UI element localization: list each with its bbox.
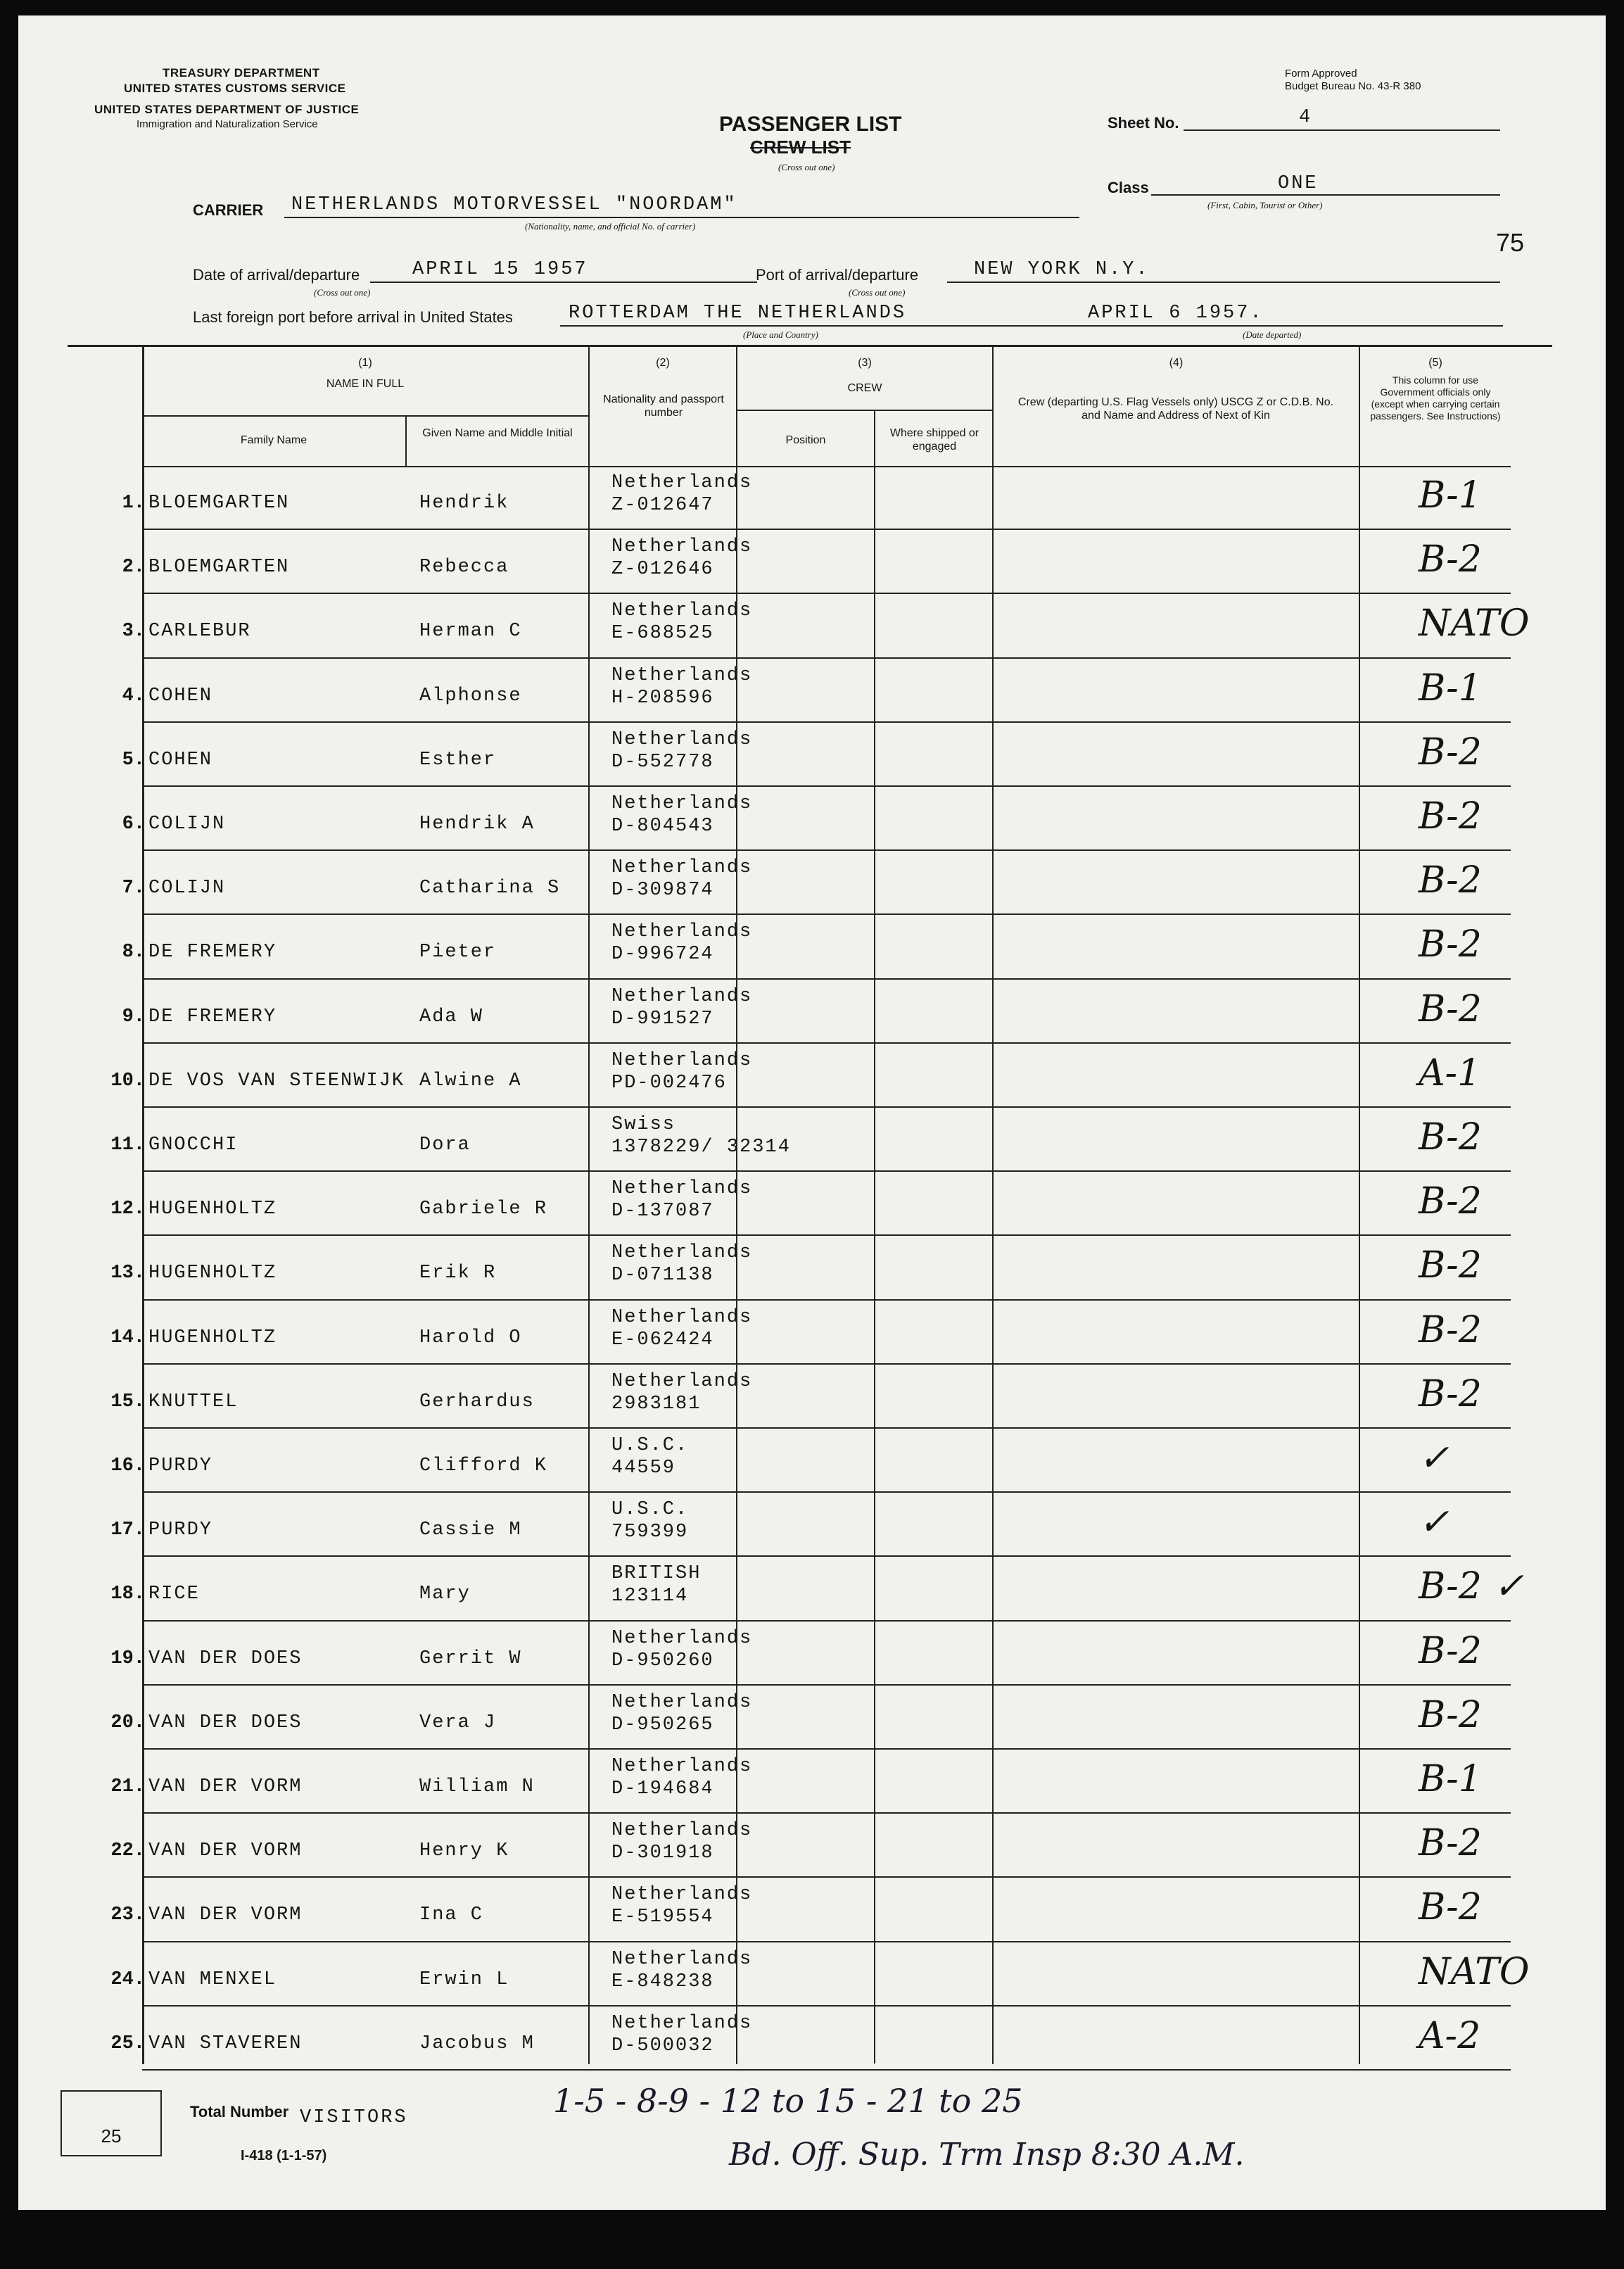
last-port-hint: (Place and Country) bbox=[743, 329, 818, 340]
table-row bbox=[18, 1750, 1606, 1814]
given-name: Ina C bbox=[419, 1904, 484, 1926]
official-mark: ✓ bbox=[1419, 1437, 1449, 1479]
nationality: Netherlands bbox=[611, 857, 753, 879]
total-count: 25 bbox=[101, 2125, 122, 2147]
table-row bbox=[18, 1301, 1606, 1365]
nationality: Netherlands bbox=[611, 1756, 753, 1777]
family-name: GNOCCHI bbox=[148, 1134, 239, 1156]
given-name: Alwine A bbox=[419, 1070, 522, 1092]
row-number: 14. bbox=[110, 1327, 145, 1348]
justice-department: UNITED STATES DEPARTMENT OF JUSTICE bbox=[94, 103, 360, 116]
family-name: VAN DER VORM bbox=[148, 1904, 303, 1926]
official-mark: B-1 bbox=[1419, 666, 1482, 709]
officials-heading: This column for use Government officials only (except when carrying certain passengers. See Instructions) bbox=[1370, 374, 1501, 422]
family-name: COLIJN bbox=[148, 878, 226, 899]
nationality: Netherlands bbox=[611, 1627, 753, 1649]
table-row bbox=[18, 1942, 1606, 2006]
official-mark: B-2 bbox=[1419, 859, 1482, 902]
given-name: Mary bbox=[419, 1584, 471, 1605]
table-row bbox=[18, 594, 1606, 658]
given-name: Vera J bbox=[419, 1712, 497, 1733]
table-row bbox=[18, 1622, 1606, 1686]
table-row bbox=[18, 466, 1606, 530]
position-heading: Position bbox=[785, 434, 826, 446]
nationality: U.S.C. bbox=[611, 1435, 689, 1456]
family-name: DE FREMERY bbox=[148, 942, 277, 963]
row-number: 25. bbox=[110, 2033, 145, 2054]
table-row bbox=[18, 1108, 1606, 1172]
given-name: Erwin L bbox=[419, 1968, 509, 1990]
row-number: 19. bbox=[110, 1648, 145, 1669]
row-number: 3. bbox=[122, 621, 145, 643]
form-approved: Form Approved bbox=[1285, 68, 1357, 80]
row-number: 22. bbox=[110, 1840, 145, 1862]
nationality: Netherlands bbox=[611, 1178, 753, 1200]
passport-number: 1378229/ 32314 bbox=[611, 1137, 791, 1158]
given-name: Cassie M bbox=[419, 1519, 522, 1541]
passport-number: D-950265 bbox=[611, 1714, 714, 1736]
class-value: ONE bbox=[1278, 173, 1319, 194]
class-label: Class bbox=[1108, 179, 1149, 196]
given-name: Hendrik bbox=[419, 493, 509, 514]
family-name: VAN MENXEL bbox=[148, 1968, 277, 1990]
family-name: HUGENHOLTZ bbox=[148, 1263, 277, 1284]
given-name: Hendrik A bbox=[419, 814, 535, 835]
nationality: Netherlands bbox=[611, 2012, 753, 2034]
table-row bbox=[18, 1365, 1606, 1429]
official-mark: B-2 bbox=[1419, 1180, 1482, 1223]
carrier-value: NETHERLANDS MOTORVESSEL "NOORDAM" bbox=[291, 194, 737, 215]
nationality: Netherlands bbox=[611, 1306, 753, 1328]
family-name: VAN STAVEREN bbox=[148, 2033, 303, 2054]
official-mark: A-2 bbox=[1419, 2014, 1481, 2057]
family-name-heading: Family Name bbox=[240, 434, 307, 446]
official-mark: B-2 bbox=[1419, 731, 1482, 773]
family-name: HUGENHOLTZ bbox=[148, 1199, 277, 1220]
passport-number: D-991527 bbox=[611, 1008, 714, 1030]
nationality-heading: Nationality and passport number bbox=[603, 393, 724, 419]
given-name: Alphonse bbox=[419, 685, 522, 707]
passport-number: H-208596 bbox=[611, 687, 714, 709]
given-name: Clifford K bbox=[419, 1455, 548, 1477]
row-number: 15. bbox=[110, 1391, 145, 1412]
form-number: I-418 (1-1-57) bbox=[241, 2148, 327, 2163]
nationality: Netherlands bbox=[611, 985, 753, 1007]
sheet-label: Sheet No. bbox=[1108, 114, 1179, 132]
official-mark: B-2 bbox=[1419, 795, 1482, 838]
table-row bbox=[18, 980, 1606, 1044]
given-name: William N bbox=[419, 1776, 535, 1797]
class-hint: (First, Cabin, Tourist or Other) bbox=[1207, 200, 1323, 210]
table-row bbox=[18, 530, 1606, 594]
passport-number: D-071138 bbox=[611, 1265, 714, 1287]
port-hint: (Cross out one) bbox=[849, 287, 906, 298]
table-row bbox=[18, 1236, 1606, 1300]
crew-heading: CREW bbox=[847, 382, 882, 394]
page-mark: 75 bbox=[1496, 228, 1525, 257]
given-name: Rebecca bbox=[419, 557, 509, 579]
passport-number: 759399 bbox=[611, 1522, 689, 1543]
form-title: PASSENGER LIST bbox=[719, 113, 902, 136]
last-port-value: ROTTERDAM THE NETHERLANDS bbox=[569, 303, 907, 324]
table-row bbox=[18, 1429, 1606, 1493]
immigration-service: Immigration and Naturalization Service bbox=[137, 118, 318, 130]
row-number: 24. bbox=[110, 1968, 145, 1990]
given-name: Gerhardus bbox=[419, 1391, 535, 1412]
family-name: DE FREMERY bbox=[148, 1006, 277, 1028]
family-name: HUGENHOLTZ bbox=[148, 1327, 277, 1348]
given-name: Herman C bbox=[419, 621, 522, 643]
nationality: Netherlands bbox=[611, 1948, 753, 1970]
passenger-list-form bbox=[18, 15, 1606, 2210]
official-mark: B-2 bbox=[1419, 1372, 1482, 1415]
family-name: RICE bbox=[148, 1584, 200, 1605]
nationality: U.S.C. bbox=[611, 1499, 689, 1521]
given-name: Jacobus M bbox=[419, 2033, 535, 2054]
row-number: 18. bbox=[110, 1584, 145, 1605]
next-of-kin-heading: Crew (departing U.S. Flag Vessels only) USCG Z or C.D.B. No. and Name and Address of Next of Kin bbox=[1017, 396, 1334, 422]
official-mark: B-2 bbox=[1419, 1244, 1482, 1287]
row-number: 10. bbox=[110, 1070, 145, 1092]
family-name: PURDY bbox=[148, 1455, 213, 1477]
nationality: Netherlands bbox=[611, 1242, 753, 1264]
nationality: Netherlands bbox=[611, 728, 753, 750]
col4-number: (4) bbox=[1169, 357, 1184, 369]
official-mark: NATO bbox=[1419, 1950, 1530, 1993]
family-name: COHEN bbox=[148, 749, 213, 771]
family-name: VAN DER VORM bbox=[148, 1776, 303, 1797]
col1-number: (1) bbox=[358, 357, 372, 369]
table-row bbox=[18, 659, 1606, 723]
visitors-label: VISITORS bbox=[300, 2107, 408, 2128]
passport-number: 44559 bbox=[611, 1458, 676, 1479]
total-number-label: Total Number bbox=[190, 2103, 289, 2121]
nationality: Netherlands bbox=[611, 664, 753, 686]
family-name: VAN DER DOES bbox=[148, 1648, 303, 1669]
row-number: 21. bbox=[110, 1776, 145, 1797]
table-row bbox=[18, 787, 1606, 851]
table-row bbox=[18, 1686, 1606, 1750]
table-row bbox=[18, 2006, 1606, 2071]
table-row bbox=[18, 851, 1606, 915]
official-mark: B-2 bbox=[1419, 1822, 1482, 1865]
sheet-number: 4 bbox=[1299, 107, 1313, 128]
official-mark: NATO bbox=[1419, 602, 1530, 645]
carrier-label: CARRIER bbox=[193, 201, 264, 219]
nationality: Netherlands bbox=[611, 921, 753, 943]
family-name: DE VOS VAN STEENWIJK bbox=[148, 1070, 405, 1092]
row-number: 1. bbox=[122, 493, 145, 514]
handwritten-note-line2: Bd. Off. Sup. Trm Insp 8:30 A.M. bbox=[729, 2137, 1245, 2173]
budget-bureau: Budget Bureau No. 43-R 380 bbox=[1285, 80, 1421, 92]
port-value: NEW YORK N.Y. bbox=[974, 259, 1150, 280]
row-number: 2. bbox=[122, 557, 145, 579]
table-row bbox=[18, 1814, 1606, 1878]
official-mark: B-2 bbox=[1419, 538, 1482, 581]
given-name-heading: Given Name and Middle Initial bbox=[422, 427, 573, 439]
nationality: Netherlands bbox=[611, 1884, 753, 1906]
row-number: 5. bbox=[122, 749, 145, 771]
passport-number: Z-012647 bbox=[611, 495, 714, 516]
passport-number: 2983181 bbox=[611, 1393, 702, 1415]
treasury-department: TREASURY DEPARTMENT bbox=[163, 66, 320, 80]
row-number: 9. bbox=[122, 1006, 145, 1028]
passport-number: 123114 bbox=[611, 1586, 689, 1607]
table-row bbox=[18, 1557, 1606, 1621]
date-departed-value: APRIL 6 1957. bbox=[1088, 303, 1264, 324]
last-port-label: Last foreign port before arrival in United States bbox=[193, 308, 513, 326]
port-label: Port of arrival/departure bbox=[756, 266, 919, 284]
passport-number: E-519554 bbox=[611, 1907, 714, 1928]
total-count-box bbox=[61, 2090, 162, 2156]
table-row bbox=[18, 1044, 1606, 1108]
family-name: BLOEMGARTEN bbox=[148, 557, 290, 579]
passport-number: D-194684 bbox=[611, 1778, 714, 1800]
nationality: Netherlands bbox=[611, 472, 753, 493]
nationality: Netherlands bbox=[611, 600, 753, 622]
passport-number: E-062424 bbox=[611, 1329, 714, 1351]
nationality: Swiss bbox=[611, 1114, 676, 1135]
row-number: 16. bbox=[110, 1455, 145, 1477]
official-mark: B-2 bbox=[1419, 1693, 1482, 1736]
handwritten-note-line1: 1-5 - 8-9 - 12 to 15 - 21 to 25 bbox=[553, 2082, 1023, 2120]
passport-number: E-848238 bbox=[611, 1971, 714, 1992]
given-name: Harold O bbox=[419, 1327, 522, 1348]
crew-list-struck: CREW LIST bbox=[750, 137, 851, 158]
passport-number: D-950260 bbox=[611, 1650, 714, 1671]
official-mark: B-2 bbox=[1419, 987, 1482, 1030]
cross-out-hint: (Cross out one) bbox=[778, 162, 835, 172]
row-number: 13. bbox=[110, 1263, 145, 1284]
family-name: COHEN bbox=[148, 685, 213, 707]
col3-number: (3) bbox=[858, 357, 872, 369]
given-name: Dora bbox=[419, 1134, 471, 1156]
official-mark: B-2 bbox=[1419, 1886, 1482, 1929]
arrival-label: Date of arrival/departure bbox=[193, 266, 360, 284]
family-name: VAN DER DOES bbox=[148, 1712, 303, 1733]
given-name: Esther bbox=[419, 749, 497, 771]
shipped-heading: Where shipped or engaged bbox=[889, 427, 979, 453]
passport-number: D-552778 bbox=[611, 751, 714, 773]
col2-number: (2) bbox=[656, 357, 670, 369]
passport-number: D-500032 bbox=[611, 2035, 714, 2056]
row-divider bbox=[142, 2069, 1511, 2071]
official-mark: B-2 bbox=[1419, 1116, 1482, 1158]
given-name: Catharina S bbox=[419, 878, 561, 899]
passport-number: D-996724 bbox=[611, 944, 714, 966]
official-mark: B-2 bbox=[1419, 1629, 1482, 1672]
col5-number: (5) bbox=[1428, 357, 1442, 369]
row-number: 8. bbox=[122, 942, 145, 963]
passport-number: D-804543 bbox=[611, 816, 714, 837]
col1-title: NAME IN FULL bbox=[326, 378, 405, 390]
passport-number: Z-012646 bbox=[611, 559, 714, 581]
table-row bbox=[18, 1493, 1606, 1557]
row-number: 17. bbox=[110, 1519, 145, 1541]
official-mark: B-1 bbox=[1419, 474, 1482, 517]
official-mark: B-2 ✓ bbox=[1419, 1565, 1524, 1608]
table-row bbox=[18, 1878, 1606, 1942]
passport-number: E-688525 bbox=[611, 623, 714, 645]
official-mark: B-2 bbox=[1419, 1308, 1482, 1351]
family-name: PURDY bbox=[148, 1519, 213, 1541]
family-name: BLOEMGARTEN bbox=[148, 493, 290, 514]
passport-number: D-301918 bbox=[611, 1843, 714, 1864]
nationality: Netherlands bbox=[611, 1820, 753, 1842]
nationality: BRITISH bbox=[611, 1563, 702, 1585]
passport-number: PD-002476 bbox=[611, 1072, 727, 1094]
nationality: Netherlands bbox=[611, 1691, 753, 1713]
family-name: CARLEBUR bbox=[148, 621, 251, 643]
row-number: 12. bbox=[110, 1199, 145, 1220]
table-row bbox=[18, 1172, 1606, 1236]
customs-service: UNITED STATES CUSTOMS SERVICE bbox=[124, 82, 346, 95]
official-mark: B-1 bbox=[1419, 1758, 1482, 1800]
row-number: 23. bbox=[110, 1904, 145, 1926]
table-row bbox=[18, 723, 1606, 787]
passport-number: D-309874 bbox=[611, 880, 714, 902]
family-name: COLIJN bbox=[148, 814, 226, 835]
nationality: Netherlands bbox=[611, 793, 753, 814]
given-name: Ada W bbox=[419, 1006, 484, 1028]
row-number: 20. bbox=[110, 1712, 145, 1733]
row-number: 7. bbox=[122, 878, 145, 899]
official-mark: B-2 bbox=[1419, 923, 1482, 966]
given-name: Gabriele R bbox=[419, 1199, 548, 1220]
row-number: 6. bbox=[122, 814, 145, 835]
nationality: Netherlands bbox=[611, 1049, 753, 1071]
given-name: Gerrit W bbox=[419, 1648, 522, 1669]
given-name: Erik R bbox=[419, 1263, 497, 1284]
arrival-value: APRIL 15 1957 bbox=[412, 259, 588, 280]
carrier-hint: (Nationality, name, and official No. of carrier) bbox=[525, 221, 696, 232]
official-mark: A-1 bbox=[1419, 1051, 1481, 1094]
table-row bbox=[18, 915, 1606, 979]
family-name: KNUTTEL bbox=[148, 1391, 239, 1412]
nationality: Netherlands bbox=[611, 1370, 753, 1392]
row-number: 11. bbox=[110, 1134, 145, 1156]
arrival-hint: (Cross out one) bbox=[314, 287, 371, 298]
given-name: Pieter bbox=[419, 942, 497, 963]
nationality: Netherlands bbox=[611, 536, 753, 558]
family-name: VAN DER VORM bbox=[148, 1840, 303, 1862]
date-departed-hint: (Date departed) bbox=[1243, 329, 1302, 340]
table-top-border bbox=[68, 345, 1552, 347]
official-mark: ✓ bbox=[1419, 1501, 1449, 1544]
given-name: Henry K bbox=[419, 1840, 509, 1862]
row-number: 4. bbox=[122, 685, 145, 707]
passport-number: D-137087 bbox=[611, 1201, 714, 1222]
